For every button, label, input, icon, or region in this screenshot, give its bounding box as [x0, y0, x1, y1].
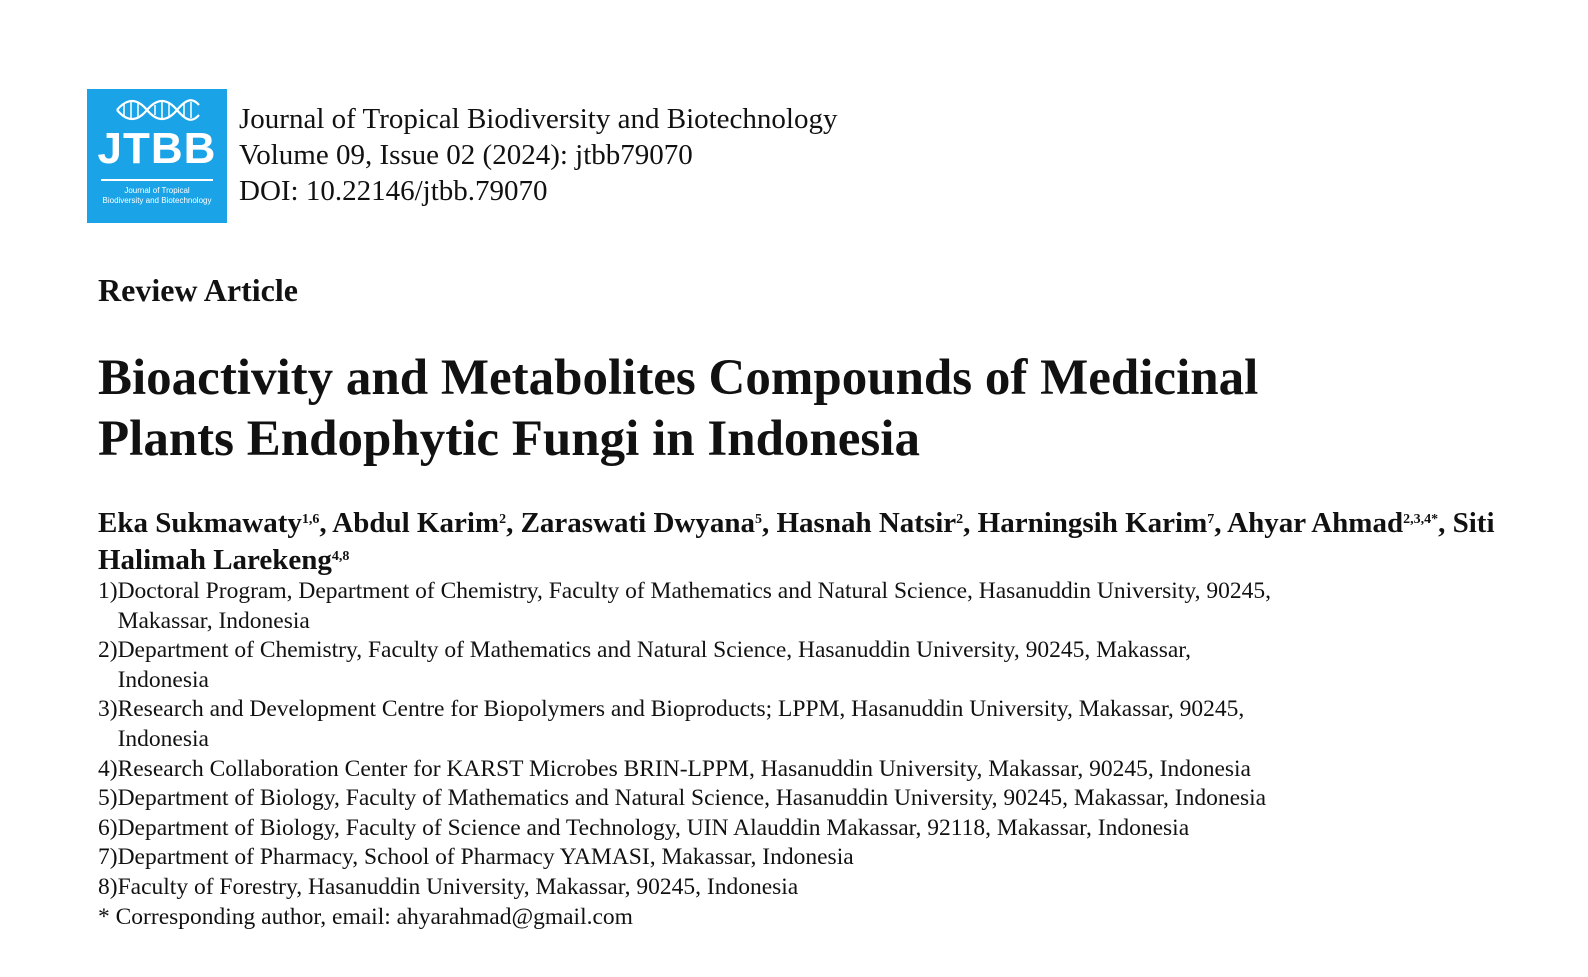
logo-subtitle-line1: Journal of Tropical — [124, 186, 190, 195]
affiliation-number: 7) — [98, 844, 118, 871]
affiliation-item — [98, 784, 1498, 814]
affiliation-text: Research and Development Centre for Biopolymers and Bioproducts; LPPM, Hasanuddin University, Makassar, 90245, — [117, 696, 1245, 723]
article-title — [98, 348, 1478, 470]
author-separator: , — [761, 507, 777, 539]
affiliation-item — [98, 695, 1498, 754]
affiliation-number: 3) — [98, 696, 118, 723]
affiliation-text: Department of Biology, Faculty of Science and Technology, UIN Alauddin Makassar, 92118, Makassar, Indonesia — [117, 814, 1190, 841]
affiliation-item — [98, 636, 1498, 695]
logo-subtitle-line2: Biodiversity and Biotechnology — [102, 196, 212, 205]
author-name: Hasnah Natsir — [776, 507, 957, 539]
affiliation-item — [98, 873, 1498, 903]
article-title-line1: Bioactivity and Metabolites Compounds of Medicinal — [98, 350, 1259, 406]
author-list — [98, 505, 1518, 579]
affiliation-number: 5) — [98, 785, 118, 812]
journal-info — [239, 101, 837, 209]
affiliation-number: 4) — [98, 755, 118, 782]
logo-subtitle — [87, 186, 227, 206]
affiliation-text: Department of Biology, Faculty of Mathematics and Natural Science, Hasanuddin University, 90245, Makassar, Indonesia — [117, 785, 1267, 812]
journal-volume: Volume 09, Issue 02 (2024): jtbb79070 — [239, 139, 693, 171]
affiliation-text: Doctoral Program, Department of Chemistry, Faculty of Mathematics and Natural Science, Hasanuddin University, 90245, — [117, 578, 1271, 604]
journal-header — [87, 89, 837, 223]
author-affiliation-mark: 7 — [1207, 512, 1215, 527]
article-type: Review Article — [98, 272, 298, 308]
author-affiliation-mark: 5 — [754, 512, 762, 527]
affiliation-number: 1) — [98, 578, 118, 604]
affiliation-text: Research Collaboration Center for KARST Microbes BRIN-LPPM, Hasanuddin University, Makassar, 90245, Indonesia — [117, 755, 1251, 782]
journal-name: Journal of Tropical Biodiversity and Biotechnology — [239, 103, 838, 135]
affiliation-number: 2) — [98, 637, 118, 664]
logo-mark-text: JTBB — [97, 124, 217, 173]
author-affiliation-mark: 4,8 — [331, 549, 350, 564]
author-name: Ahyar Ahmad — [1227, 507, 1404, 539]
dna-helix-icon — [115, 97, 201, 123]
author-affiliation-mark: 2 — [956, 512, 964, 527]
author-name: Abdul Karim — [332, 507, 500, 539]
author-affiliation-mark: 2,3,4* — [1403, 512, 1439, 527]
affiliation-number: 8) — [98, 873, 118, 900]
affiliation-text-cont: Makassar, Indonesia — [117, 607, 310, 634]
affiliation-text: Department of Pharmacy, School of Pharmacy YAMASI, Makassar, Indonesia — [117, 844, 854, 871]
affiliation-item — [98, 577, 1498, 636]
affiliation-list — [98, 577, 1498, 932]
logo-divider — [101, 179, 213, 181]
author-name: Siti Halimah Larekeng — [98, 507, 1495, 576]
affiliation-item — [98, 843, 1498, 873]
author-separator: , — [506, 507, 521, 539]
author-separator: , — [1438, 507, 1453, 539]
journal-doi: DOI: 10.22146/jtbb.79070 — [239, 175, 548, 207]
affiliation-text: Faculty of Forestry, Hasanuddin University, Makassar, 90245, Indonesia — [117, 873, 799, 900]
author-affiliation-mark: 1,6 — [301, 512, 320, 527]
author-separator: , — [319, 507, 333, 539]
author-affiliation-mark: 2 — [499, 512, 507, 527]
affiliation-text: Department of Chemistry, Faculty of Mathematics and Natural Science, Hasanuddin University, 90245, Makassar, — [117, 637, 1192, 664]
author-separator: , — [963, 507, 978, 539]
author-name: Eka Sukmawaty — [98, 507, 302, 539]
corresponding-author: * Corresponding author, email: ahyarahmad@gmail.com — [98, 903, 633, 930]
jtbb-logo — [87, 89, 227, 223]
author-name: Zaraswati Dwyana — [520, 507, 755, 539]
affiliation-item — [98, 755, 1498, 785]
affiliation-number: 6) — [98, 814, 118, 841]
author-separator: , — [1214, 507, 1228, 539]
affiliation-text-cont: Indonesia — [117, 666, 209, 693]
affiliation-item — [98, 814, 1498, 844]
article-title-line2: Plants Endophytic Fungi in Indonesia — [98, 411, 920, 467]
affiliation-text-cont: Indonesia — [117, 725, 209, 752]
author-name: Harningsih Karim — [977, 507, 1208, 539]
